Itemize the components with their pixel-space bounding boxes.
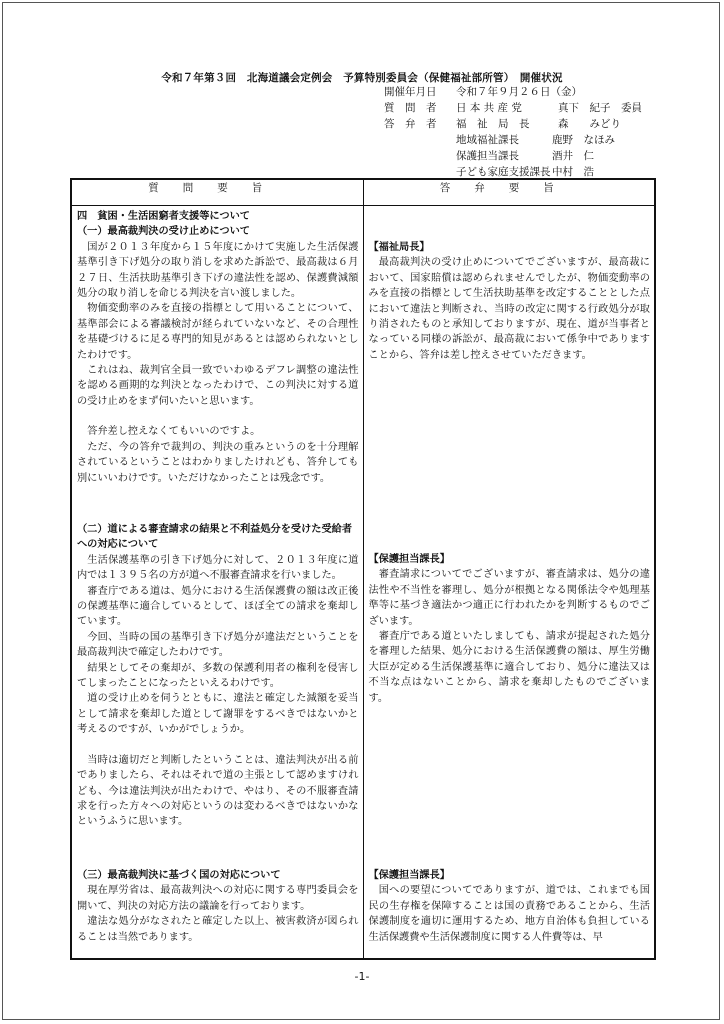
- meta-date-row: [384, 84, 582, 100]
- subsection-heading: （一）最高裁判決の受け止めについて: [77, 226, 250, 238]
- respondent-name: 酒井 仁: [552, 150, 594, 162]
- section-3-question: [77, 868, 359, 945]
- respondent-name: 中村 浩: [552, 166, 594, 178]
- subsection-heading: （三）最高裁判決に基づく国の対応について: [77, 870, 281, 881]
- respondent-role: 福 祉 局 長: [456, 118, 530, 130]
- section-2-answer: [369, 552, 651, 706]
- question-paragraph: ただ、今の答弁で裁判の、判決の重みというのを十分理解されているということはわかりましたけれども、答弁しても別にいいわけです。いただけなかったことは残念です。: [77, 441, 359, 484]
- meta-respondent-row: [456, 132, 615, 148]
- respondent-label: 答 弁 者: [384, 118, 437, 130]
- section-1-answer: [369, 240, 651, 363]
- section-2-question: [77, 522, 359, 830]
- questioner-name: 真下 紀子 委員: [558, 102, 642, 114]
- respondent-role: 保護担当課長: [456, 150, 519, 162]
- respondent-role: 子ども家庭支援課長: [456, 166, 551, 178]
- answer-column: [363, 206, 655, 960]
- question-paragraph: 違法な処分がなされたと確定した以上、被害救済が図られることは当然であります。: [77, 916, 359, 943]
- respondent-tag: 【保護担当課長】: [368, 870, 450, 881]
- question-paragraph: 物価変動率のみを直接の指標として用いることについて、基準部会による審議検討が経られていないなど、その合理性を基礎づけるに足る専門的知見があるとは認められないとしたわけです。: [77, 303, 359, 361]
- question-paragraph: 結果としてその棄却が、多数の保護利用者の権利を侵害してしまったことになったといえるわけです。: [77, 662, 359, 690]
- subsection-heading: （二）道による審査請求の結果と不利益処分を受けた受給者への対応について: [77, 524, 353, 551]
- question-paragraph: 生活保護基準の引き下げ処分に対して、２０１３年度に道内では１３９５名の方が道へ不服審査請求を行いました。: [77, 554, 359, 582]
- questioner-party: 日 本 共 産 党: [456, 102, 522, 114]
- minutes-table: [70, 178, 656, 960]
- meta-questioner-row: [384, 100, 642, 116]
- date-value: 令和７年９月２６日（金）: [456, 86, 582, 98]
- section-3-answer: [369, 868, 651, 945]
- answer-paragraph: 国への要望についてでありますが、道では、これまでも国民の生存権を保障することは国の責務であることから、生活保護制度を適切に運用するため、地方自治体も負担している生活保護費や生活保護制度に関する人件費等は、早: [368, 885, 650, 943]
- respondent-name: 森 みどり: [558, 118, 621, 130]
- question-paragraph: 国が２０１３年度から１５年度にかけて実施した生活保護基準引き下げ処分の取り消しを求めた訴訟で、最高裁は６月２７日、生活扶助基準引き下げの違法性を認め、保護費減額処分の取り消しを命じる判決を言い渡しました。: [77, 241, 359, 300]
- respondent-role: 地域福祉課長: [456, 134, 519, 146]
- answer-paragraph: 審査庁である道といたしましても、請求が提起された処分を審理した結果、処分における生活保護費の額は、厚生労働大臣が定める生活保護基準に適合しており、処分に違法又は不当な点はないことから、請求を棄却したものでございます。: [368, 631, 650, 704]
- section-1-question: [77, 209, 359, 486]
- respondent-tag: 【福祉局長】: [368, 242, 430, 253]
- question-column-header: 質問要旨: [71, 179, 363, 206]
- question-paragraph: これはね、裁判官全員一致でいわゆるデフレ調整の違法性を認める画期的な判決となったわけで、この判決に対する道の受け止めをまず伺いたいと思います。: [77, 365, 359, 407]
- question-paragraph: 今回、当時の国の基準引き下げ処分が違法だということを最高裁判決で確定したわけです。: [77, 631, 359, 659]
- question-paragraph: 当時は適切だと判断したということは、違法判決が出る前でありましたら、それはそれで道の主張として認めますけれども、今は違法判決が出たわけで、やはり、その不服審査請求を行った方々への対応というのは変わるべきではないかなというふうに思います。: [77, 754, 359, 828]
- answer-paragraph: 審査請求についてでございますが、審査請求は、処分の違法性や不当性を審理し、処分が根拠となる関係法令や処理基準等に基づき適法かつ適正に行われたかを判断するものでございます。: [368, 569, 650, 627]
- question-paragraph: 道の受け止めを伺うとともに、違法と確定した減額を妥当として請求を棄却した道として謝罪をするべきではないかと考えるのですが、いかがでしょうか。: [77, 693, 359, 736]
- meta-respondent-row: [384, 116, 621, 132]
- document-title: 令和７年第３回 北海道議会定例会 予算特別委員会（保健福祉部所管） 開催状況: [161, 72, 563, 84]
- question-column: [71, 206, 363, 960]
- date-label: 開催年月日: [384, 86, 437, 98]
- section-heading: 四 貧困・生活困窮者支援等について: [77, 211, 250, 222]
- question-paragraph: 答弁差し控えなくてもいいのですよ。: [87, 426, 261, 438]
- question-paragraph: 審査庁である道は、処分における生活保護費の額は改正後の保護基準に適合しているとして、ほぼ全ての請求を棄却しています。: [77, 585, 359, 628]
- respondent-tag: 【保護担当課長】: [368, 554, 450, 565]
- meta-respondent-row: [456, 148, 594, 164]
- page-number: -1-: [354, 970, 370, 983]
- answer-column-header: 答弁要旨: [363, 179, 655, 206]
- answer-paragraph: 最高裁判決の受け止めについてでございますが、最高裁において、国家賠償は認められませんでしたが、物価変動率のみを直接の指標として生活扶助基準を改定することとした点において違法と判断され、当時の改定に関する行政処分が取り消されたものと承知しておりますが、現在、道が当事者となっている同様の訴訟が、最高裁において係争中でありますことから、答弁は差し控えさせていただきます。: [368, 257, 650, 361]
- questioner-label: 質 問 者: [384, 102, 437, 114]
- question-paragraph: 現在厚労省は、最高裁判決への対応に関する専門委員会を開いて、判決の対応方法の議論を行っております。: [77, 885, 359, 912]
- respondent-name: 鹿野 なほみ: [552, 134, 615, 146]
